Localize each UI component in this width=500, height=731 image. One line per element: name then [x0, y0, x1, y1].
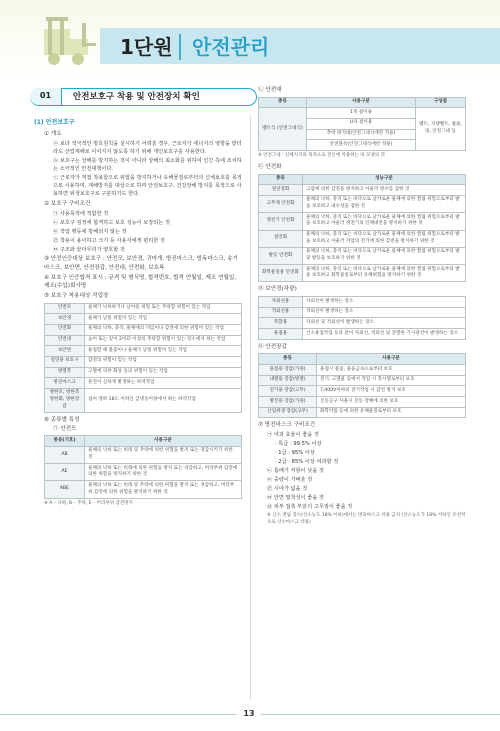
list-item: ㉡ 흡배기 저항이 낮을 것	[267, 468, 324, 475]
list-item: ㉣ 착용이 용이하고 크기 등 사용자에게 편리한 것	[53, 238, 165, 245]
gloves-table	[258, 353, 466, 418]
table-cell: 용접용 장갑(가죽)	[259, 365, 317, 376]
table-cell: 산업위생 장갑(고무)	[259, 407, 317, 418]
left-column	[34, 118, 242, 508]
table-row	[259, 386, 466, 397]
chapter-title-bar	[100, 28, 500, 64]
table-cell: 물체의 낙하, 충격 또는 바닥으로 날카로운 물체에 의한 찔림 위험으로부터 발을 보호하고 내수성을 겸한 것	[303, 195, 466, 212]
table-row	[259, 329, 466, 340]
table-cell: 고무제 안전화	[259, 195, 303, 212]
table-cell: 적외선이 발생하는 장소	[303, 307, 466, 318]
table-cell: ABE	[45, 481, 85, 498]
item-heading: ㉠ 안전모	[53, 425, 77, 432]
list-item: ㉢ 중량이 가벼울 것	[267, 477, 313, 484]
column-header: 종류(기호)	[45, 436, 85, 447]
list-item: ㉤ 안면 밀착성이 좋을 것	[267, 495, 324, 502]
table-row	[45, 464, 242, 481]
column-header: 사용구분	[85, 436, 242, 447]
table-header-row	[259, 354, 466, 365]
paragraph: ⓒ 근로자가 직접 착용함으로 위험을 방지하거나 유해물질로부터의 신체보호를 목적으로 사용하며, 재해방지를 대상으로 하며 안전보호구, 건강장해 방지를 목적으로 사용하면 위생보호구로 구분하기도 한다.	[53, 175, 242, 198]
table-cell: 고열에 의한 화상 등의 위험이 있는 작업	[85, 367, 242, 378]
table-cell: 보안경	[45, 314, 85, 325]
table-cell: 복합용	[259, 318, 303, 329]
list-item: ㉠ 사용목적에 적합한 것	[53, 211, 109, 218]
forklift-icon	[38, 13, 100, 75]
table-cell: 방열복	[45, 367, 85, 378]
item-heading: ③ 안전인증대상 보호구 : 안전모, 보안경, 귀마개, 방진마스크, 방독마스크, 송기마스크, 보안면, 안전장갑, 안전대, 안전화, 보호복	[44, 256, 238, 272]
table-cell: 화학물질용 안전화	[259, 265, 303, 282]
table-cell: 용접시 불꽃, 용융금속으로부터 보호	[317, 365, 466, 376]
table-row	[45, 314, 242, 325]
table-cell: 고압에 의한 감전을 방지하고 아울러 방수를 겸한 것	[303, 185, 466, 196]
paragraph: ⓐ 보다 적극적인 방호원칙을 실시하기 어려울 경우, 근로자가 에너지의 영향을 받더라도 산업재해로 이어지지 않도록 하기 위해 개인보호구를 사용한다.	[53, 140, 242, 156]
table-cell: 7,000V이하의 전기작업 시 감전 방지 보호	[317, 386, 466, 397]
table-cell: 감전의 위험이 있는 작업	[85, 356, 242, 367]
column-header: 종류	[259, 174, 303, 185]
table-cell: 방진마스크	[45, 378, 85, 389]
table-cell: 섭씨 영하 18도 이하인 급냉동어창에서 하는 하역작업	[85, 388, 242, 412]
table-cell: 벨트식 (안전그네식)	[259, 108, 307, 151]
table-row	[259, 108, 466, 119]
harness-table	[258, 97, 466, 151]
list-item: ㉤ 구조와 끝마무리가 양호할 것	[53, 247, 125, 254]
table-note: ※ 안전그네 : 신체지지의 목적으로 전신에 착용하는 띠 모양의 것	[258, 152, 385, 158]
table-row	[259, 230, 466, 247]
table-cell: 안전모	[45, 303, 85, 314]
table-row	[45, 378, 242, 389]
item-heading: ⑥ 종류별 특성	[44, 416, 80, 423]
table-cell: 1개 걸이용	[307, 108, 416, 119]
table-row	[45, 303, 242, 314]
helmet-table	[44, 435, 242, 499]
table-row	[45, 335, 242, 346]
column-header: 사용구분	[307, 97, 416, 108]
table-row	[45, 367, 242, 378]
table-cell: 적외선용	[259, 307, 303, 318]
list-item: ㉣ 시야가 넓을 것	[267, 486, 308, 493]
table-cell: AE	[45, 464, 85, 481]
column-header: 성능구분	[303, 174, 466, 185]
table-cell: 물체의 낙하, 충격, 물체에의 끼임이나 감전에 의한 위험이 있는 작업	[85, 324, 242, 335]
table-cell: 벨트, 지탱벨트, 죔줄, 링, 안전그네 등	[416, 108, 466, 151]
item-heading: ㉣ 보안경(차광)	[258, 286, 297, 293]
table-cell: 물체의 낙하, 충격 또는 바닥으로 날카로운 물체에 의한 찔림 위험으로부터 발을 보호하고 아울러 정전기의 인체대전을 방지하기 위한 것	[303, 213, 466, 230]
workplace-table	[44, 303, 242, 413]
list-item: · 2급 : 85% 이상 여과할 것	[275, 459, 339, 466]
item-heading: ④ 보호구 인증합격 표시 : 규격 및 형식명, 합격번호, 합격 연월일, 제조 연월일, 제조(수입)회사명	[44, 274, 237, 290]
list-item: · 특급 : 99.5% 이상	[275, 441, 322, 448]
table-cell: 안전대	[45, 335, 85, 346]
item-heading: ⑦ 방진마스크 구비조건	[258, 422, 316, 429]
column-divider	[250, 115, 251, 700]
item-heading: ⑤ 보호구 착용대상 작업장	[44, 292, 109, 299]
item-heading: ㉢ 안전화	[258, 163, 282, 170]
table-cell: 정전기 안전화	[259, 213, 303, 230]
table-cell: 절연화	[259, 230, 303, 247]
table-cell: 용접할 때 불꽃이나 물체가 날릴 위험이 있는 작업	[85, 346, 242, 357]
table-cell: 물체의 낙하 또는 비래 및 추락에 의한 위험을 방지 또는 경감하고, 머리부위 감전에 의한 위험을 방지하기 위한 것	[85, 481, 242, 498]
item-heading: ② 보호구 구비조건	[44, 201, 91, 208]
table-cell: 방진용 장갑(가죽)	[259, 397, 317, 408]
table-header-row	[259, 174, 466, 185]
goggles-table	[258, 296, 466, 340]
table-cell: 자외선 및 적외선이 발생하는 장소	[303, 318, 466, 329]
table-cell: 진동공구 사용시 진동 장해에 의한 보호	[317, 397, 466, 408]
item-heading: ㉤ 안전장갑	[258, 343, 287, 350]
table-cell: 자외선용	[259, 297, 303, 308]
table-cell: 물체의 낙하 또는 비래에 의한 위험을 방지 또는 경감하고, 머리부위 감전에 의한 위험을 방지하기 위한 것	[85, 464, 242, 481]
list-item: ㉠ 여과 효율이 좋을 것	[267, 431, 319, 438]
note: ※ 산소 결핍 장소(산소농도 18% 이하)에서는 방독마스크 착용 금지 (산소농도가 18% 이하인 유선작으로 산소마스크 착용)	[267, 512, 466, 525]
table-cell: 전기용 장갑(고무)	[259, 386, 317, 397]
list-item: ㉡ 보호구 검정에 합격하고 보호 성능이 보장되는 것	[53, 220, 170, 227]
table-row	[259, 265, 466, 282]
table-cell: 내열용 장갑(방열)	[259, 375, 317, 386]
list-item: ㉥ 피부 접촉 부분의 고무질이 좋을 것	[267, 504, 353, 511]
list-item: · 1급 : 95% 이상	[275, 450, 315, 457]
table-row	[45, 346, 242, 357]
chapter-title: 안전관리	[192, 35, 270, 59]
table-header-row	[259, 97, 466, 108]
table-cell: 물체의 낙하 또는 비래 및 추락에 의한 위험을 방지 또는 경감시키기 위한 것	[85, 446, 242, 463]
column-header: 종류	[259, 97, 307, 108]
table-row	[259, 318, 466, 329]
table-row	[259, 195, 466, 212]
table-cell: 물체의 낙하, 충격 또는 바닥으로 날카로운 물체에 의한 찔림 위험으로부터 발 및 발등을 보호하기 위한 것	[303, 247, 466, 264]
item-heading: ① 개요	[44, 131, 62, 138]
table-cell: 안전블록(안전그네식에만 적용)	[307, 140, 416, 151]
list-item: ㉢ 작업 행동에 방해되지 않는 것	[53, 229, 127, 236]
table-cell: 자외선이 발생하는 장소	[303, 297, 466, 308]
table-cell: 안전화	[45, 324, 85, 335]
table-cell: 발등 안전화	[259, 247, 303, 264]
table-header-row	[45, 436, 242, 447]
table-row	[45, 481, 242, 498]
section-title: 안전보호구 착용 및 안전장치 확인	[73, 92, 200, 102]
table-cell: 분진이 심하게 발생하는 하역작업	[85, 378, 242, 389]
item-heading: ㉡ 안전대	[258, 87, 282, 93]
table-cell: AB	[45, 446, 85, 463]
table-row	[45, 446, 242, 463]
right-column	[258, 86, 466, 526]
section-heading	[30, 88, 257, 106]
column-header: 구성품	[416, 97, 466, 108]
table-row	[259, 185, 466, 196]
table-cell: 방한모, 방한복 방한화, 방한장갑	[45, 388, 85, 412]
table-row	[259, 407, 466, 418]
table-cell: 산소용접작업 등과 같이 자외선, 적외선 및 강렬한 가시광선이 발생하는 장소	[303, 329, 466, 340]
table-cell: 높이 또는 깊이 2미터 이상의 추락할 위험이 있는 장소에서 하는 작업	[85, 335, 242, 346]
table-cell: 물체가 낙하하거나 날아올 위험 또는 추락할 위험이 있는 작업	[85, 303, 242, 314]
table-cell: 용접용	[259, 329, 303, 340]
column-header: 사용구분	[317, 354, 466, 365]
table-row	[259, 247, 466, 264]
table-cell: U자 걸이용	[307, 118, 416, 129]
table-row	[45, 388, 242, 412]
table-cell: 전기, 고열물 등에서 작업 시 복사열로부터 보호	[317, 375, 466, 386]
table-row	[259, 365, 466, 376]
table-row	[259, 213, 466, 230]
table-row	[45, 356, 242, 367]
safety-shoe-table	[258, 174, 466, 283]
paragraph: ⓑ 보호구는 상해를 방지하는 것이 아니라 상해의 최소화를 위하여 인간 측에 조치하는 소극적인 안전대책이다.	[53, 158, 242, 173]
subsection-heading: (1) 안전보호구	[34, 119, 75, 126]
table-cell: 절연장화	[259, 185, 303, 196]
table-cell: 물체의 낙하, 충격 또는 바닥으로 날카로운 물체에 의한 찔림 위험으로부터 발을 보호하고 아울러 저압의 전기에 의한 감전을 방지하기 위한 것	[303, 230, 466, 247]
table-cell: 절연용 보호구	[45, 356, 85, 367]
table-row	[259, 307, 466, 318]
column-header: 종류	[259, 354, 317, 365]
unit-label: 1단원	[120, 35, 173, 59]
table-cell: 물체의 낙하, 충격 또는 바닥으로 날카로운 물체에 의한 찔림 위험으로부터 발을 보호하고 화학물질로부터 유해위험을 방지하기 위한 것	[303, 265, 466, 282]
page-number: 13	[237, 707, 261, 721]
table-row	[259, 375, 466, 386]
section-number: 01	[30, 88, 62, 105]
table-cell: 화학약품 등에 의한 유해물질로부터 보호	[317, 407, 466, 418]
table-cell: 물체가 날릴 위험이 있는 작업	[85, 314, 242, 325]
table-row	[259, 397, 466, 408]
title-divider	[179, 34, 181, 60]
table-row	[45, 324, 242, 335]
table-cell: 추락 방지대(안전그네식에만 적용)	[307, 129, 416, 140]
table-row	[259, 297, 466, 308]
table-cell: 보안면	[45, 346, 85, 357]
table-note: ※ A – 낙하, B – 추락, E – 머리부위 감전방지	[44, 500, 133, 506]
